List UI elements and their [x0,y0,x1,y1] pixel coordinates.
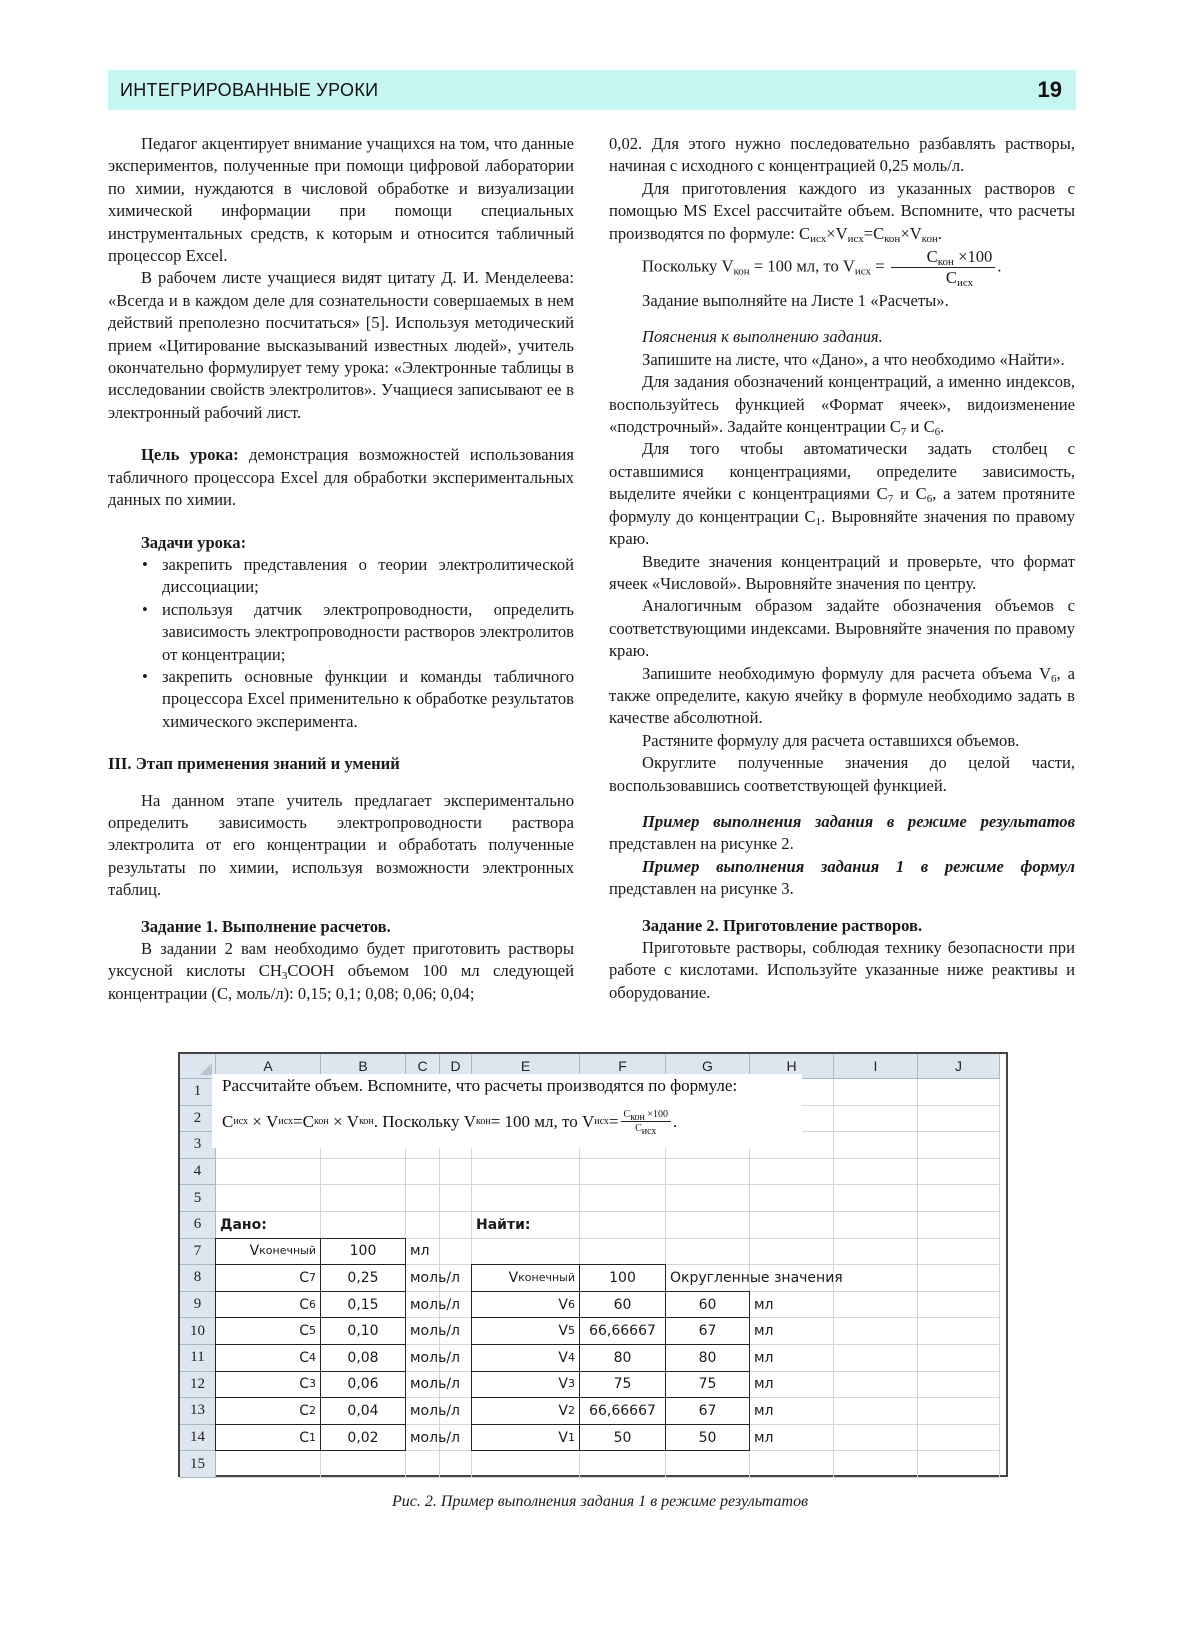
cell[interactable] [580,1159,666,1186]
cell[interactable]: 66,66667 [579,1397,666,1425]
cell[interactable]: мл [750,1372,834,1399]
cell[interactable] [440,1265,472,1292]
cell[interactable]: V 1 [471,1424,580,1452]
cell[interactable] [440,1345,472,1372]
cell[interactable]: моль/л [406,1345,440,1372]
cell[interactable] [918,1451,1000,1478]
cell[interactable] [750,1265,834,1292]
cell[interactable] [750,1159,834,1186]
cell[interactable] [834,1265,918,1292]
paragraph: Округлите полученные значения до целой части, воспользовавшись соответствующей функцией. [609,753,1075,795]
list-item: • используя датчик электропроводности, определить зависимость электропроводности растворов электролитов от концентрации; [162,599,574,666]
cell[interactable] [834,1345,918,1372]
cell[interactable]: 80 [665,1344,750,1372]
given-label[interactable]: Дано: [216,1212,321,1239]
page-header [108,70,1076,110]
right-column [609,133,1075,1004]
row-header[interactable]: 6 [180,1212,216,1239]
cell[interactable]: C 7 [215,1264,321,1292]
cell[interactable]: 66,66667 [579,1317,666,1345]
cell[interactable] [834,1425,918,1452]
paragraph: Для того чтобы автоматически задать столбец с оставшимися концентрациями, определите зависимость, выделите ячейки с концентрациями $C_7$ и $C_6$, а затем протяните формулу до концентрации $C_1$. Выровняйте значения по правому краю. [609,439,1075,549]
cell[interactable] [440,1318,472,1345]
cell[interactable]: C 2 [215,1397,321,1425]
cell[interactable] [918,1425,1000,1452]
list-item: • закрепить основные функции и команды табличного процессора Excel применительно к обработке результатов химического эксперимента. [162,666,574,733]
cell[interactable] [440,1292,472,1319]
cell[interactable]: 50 [665,1424,750,1452]
paragraph: Для приготовления каждого из указанных растворов с помощью MS Excel рассчитайте объем. Вспомните, что расчеты производятся по формуле: $C_{исх}\times V_{исх}=C_{кон}\times V_{кон}$. [609,178,1075,245]
cell[interactable]: V конечный [215,1238,321,1266]
cell[interactable] [918,1398,1000,1425]
cell[interactable] [666,1212,750,1239]
row-header[interactable]: 7 [180,1239,216,1266]
row-header[interactable]: 3 [180,1132,216,1159]
cell[interactable] [834,1159,918,1186]
cell[interactable]: C 1 [215,1424,321,1452]
cell[interactable]: 0,10 [320,1317,406,1345]
goal-label: Цель урока: [141,445,239,465]
cell[interactable]: 0,25 [320,1264,406,1292]
cell[interactable]: 75 [665,1371,750,1399]
cell[interactable] [580,1239,666,1266]
cell[interactable] [666,1185,750,1212]
formula: $C_{исх}\times V_{исх}=C_{кон}\times V_{кон}$. [799,223,943,245]
cell[interactable] [834,1212,918,1239]
cell[interactable]: мл [750,1425,834,1452]
cell[interactable]: Округленные значения [666,1265,750,1292]
cell[interactable] [406,1159,440,1186]
cell[interactable] [216,1159,321,1186]
find-label[interactable]: Найти: [472,1212,580,1239]
row-header[interactable]: 4 [180,1159,216,1186]
cell[interactable] [580,1451,666,1478]
cell[interactable] [834,1451,918,1478]
formula-banner [212,1074,802,1148]
cell[interactable] [750,1239,834,1266]
cell[interactable] [918,1132,1000,1159]
paragraph: Растяните формулу для расчета оставшихся объемов. [642,730,1020,750]
paragraph: На данном этапе учитель предлагает экспериментально определить зависимость электропроводности раствора электролита от его концентрации и обработать полученные результаты по химии, используя возможности электронных таблиц. [108,790,574,900]
cell[interactable]: V 5 [471,1317,580,1345]
cell[interactable] [580,1212,666,1239]
cell[interactable] [750,1451,834,1478]
cell[interactable] [834,1239,918,1266]
column-header[interactable]: F [580,1054,666,1079]
cell[interactable] [834,1106,918,1133]
column-header[interactable]: H [750,1054,834,1079]
cell[interactable] [440,1159,472,1186]
cell[interactable] [216,1451,321,1478]
row-header[interactable]: 15 [180,1451,216,1478]
cell[interactable] [834,1372,918,1399]
cell[interactable]: 67 [665,1397,750,1425]
select-all-corner[interactable] [180,1054,216,1079]
cell[interactable]: V 6 [471,1291,580,1319]
task1-heading: Задание 1. Выполнение расчетов. [141,916,391,936]
column-header[interactable]: B [321,1054,406,1079]
cell[interactable]: мл [750,1318,834,1345]
cell[interactable]: C 3 [215,1371,321,1399]
cell[interactable] [834,1318,918,1345]
formula-paragraph: Поскольку $V_{кон} = 100$ мл, то $V_{исх}$ = $\frac{C_{кон} \times 100}{C_{исх}}$ . [642,247,1002,290]
column-header[interactable]: J [918,1054,1000,1079]
cell[interactable]: 0,08 [320,1344,406,1372]
paragraph: Запишите необходимую формулу для расчета объема $V_6$, а также определите, какую ячейку в формуле необходимо задать в качестве абсолютной. [609,663,1075,728]
cell[interactable]: 0,15 [320,1291,406,1319]
paragraph: В рабочем листе учащиеся видят цитату Д. И. Менделеева: «Всегда и в каждом деле для сознательности совершаемых в нем действий преполезно посчитаться» [5]. Используя методический прием «Цитирование высказываний известных людей», учитель окончательно формулирует тему урока: «Электронные таблицы в исследовании свойств электролитов». Учащиеся записывают ее в электронный рабочий лист. [108,268,574,422]
cell[interactable]: моль/л [406,1372,440,1399]
row-header[interactable]: 12 [180,1372,216,1399]
cell[interactable] [918,1106,1000,1133]
cell[interactable]: 100 [579,1264,666,1292]
cell[interactable] [834,1132,918,1159]
cell[interactable]: моль/л [406,1398,440,1425]
lesson-goal [108,444,574,511]
paragraph: Пример выполнения задания 1 в режиме формул представлен на рисунке 3. [609,856,1075,899]
cell[interactable] [321,1185,406,1212]
cell[interactable] [918,1292,1000,1319]
cell[interactable]: V 2 [471,1397,580,1425]
column-header[interactable]: A [216,1054,321,1079]
cell[interactable] [918,1345,1000,1372]
cell[interactable]: мл [750,1398,834,1425]
cell[interactable] [406,1451,440,1478]
cell[interactable] [834,1185,918,1212]
cell[interactable] [321,1212,406,1239]
row-header[interactable]: 13 [180,1398,216,1425]
cell[interactable] [918,1212,1000,1239]
cell[interactable]: моль/л [406,1292,440,1319]
section-heading: III. Этап применения знаний и умений [108,754,400,774]
cell[interactable] [918,1185,1000,1212]
paragraph: Задание выполняйте на Листе 1 «Расчеты». [642,291,949,311]
paragraph: 0,02. Для этого нужно последовательно разбавлять растворы, начиная с исходного с концентрацией 0,25 моль/л. [609,134,1075,176]
row-header[interactable]: 10 [180,1318,216,1345]
task2-heading: Задание 2. Приготовление растворов. [642,915,923,935]
cell[interactable] [666,1159,750,1186]
cell[interactable] [440,1239,472,1266]
cell[interactable] [472,1159,580,1186]
paragraph: Приготовьте растворы, соблюдая технику безопасности при работе с кислотами. Используйте указанные ниже реактивы и оборудование. [609,938,1075,1002]
column-header[interactable]: C [406,1054,440,1079]
paragraph: Запишите на листе, что «Дано», а что необходимо «Найти». [642,349,1065,369]
paragraph: В задании 2 вам необходимо будет приготовить растворы уксусной кислоты $CH_3COOH$ объемом 100 мл следующей концентрации (C, моль/л): 0,15; 0,1; 0,08; 0,06; 0,04; [108,939,574,1003]
cell[interactable]: моль/л [406,1425,440,1452]
cell[interactable] [834,1079,918,1106]
cell[interactable] [440,1398,472,1425]
paragraph: Введите значения концентраций и проверьте, что формат ячеек «Числовой». Выровняйте значения по центру. [609,551,1075,593]
paragraph: Для задания обозначений концентраций, а именно индексов, воспользуйтесь функцией «Формат ячеек», видоизменение «подстрочный». Задайте концентрации $C_7$ и $C_6$. [609,372,1075,439]
cell[interactable] [918,1318,1000,1345]
running-title: ИНТЕГРИРОВАННЫЕ УРОКИ [120,79,379,100]
figure-caption: Рис. 2. Пример выполнения задания 1 в режиме результатов [391,1493,809,1510]
cell[interactable]: 67 [665,1317,750,1345]
cell[interactable]: 50 [579,1424,666,1452]
cell[interactable] [918,1265,1000,1292]
cell[interactable]: V 3 [471,1371,580,1399]
cell[interactable]: C 5 [215,1317,321,1345]
cell[interactable]: 0,04 [320,1397,406,1425]
cell[interactable] [440,1185,472,1212]
cell[interactable] [472,1239,580,1266]
cell[interactable] [834,1292,918,1319]
cell[interactable]: мл [750,1345,834,1372]
banner-line-1: Рассчитайте объем. Вспомните, что расчеты производятся по формуле: [222,1076,738,1095]
row-header[interactable]: 2 [180,1106,216,1133]
cell[interactable] [750,1185,834,1212]
banner-fraction: $\frac{C_{кон} \times 100}{C_{исх}}$ [621,1108,672,1135]
cell[interactable]: моль/л [406,1265,440,1292]
cell[interactable]: 60 [579,1291,666,1319]
cell[interactable]: V конечный [471,1264,580,1292]
tasks-heading: Задачи урока: [141,532,247,552]
cell[interactable] [666,1451,750,1478]
cell[interactable] [321,1159,406,1186]
paragraph: Пример выполнения задания в режиме результатов представлен на рисунке 2. [609,811,1075,854]
cell[interactable] [440,1451,472,1478]
cell[interactable]: 0,02 [320,1424,406,1452]
cell[interactable]: моль/л [406,1318,440,1345]
cell[interactable] [321,1451,406,1478]
paragraph: Аналогичным образом задайте обозначения объемов с соответствующими индексами. Выровняйте значения по правому краю. [609,596,1075,661]
page-number: 19 [1037,77,1062,102]
cell[interactable]: 75 [579,1371,666,1399]
column-header[interactable]: G [666,1054,750,1079]
goal-text: демонстрация возможностей использования табличного процессора Excel для обработки экспериментальных данных по химии. [108,445,574,510]
row-header[interactable]: 14 [180,1425,216,1452]
column-header[interactable]: E [472,1054,580,1079]
cell[interactable] [440,1372,472,1399]
banner-line-2: C исх × V исх = C кон × V кон . Поскольку V кон = 100 мл, то V исх = $\frac{C_{кон} \times 100}{C_{исх}}$ . [222,1109,678,1137]
cell[interactable]: C 6 [215,1291,321,1319]
cell[interactable] [472,1451,580,1478]
row-header[interactable]: 5 [180,1185,216,1212]
cell[interactable] [580,1185,666,1212]
cell[interactable] [918,1079,1000,1106]
cell[interactable] [216,1185,321,1212]
cell[interactable]: 80 [579,1344,666,1372]
row-header[interactable]: 9 [180,1292,216,1319]
list-item: • закрепить представления о теории электролитической диссоциации; [162,554,574,599]
cell[interactable] [440,1425,472,1452]
cell[interactable] [918,1239,1000,1266]
row-header[interactable]: 1 [180,1079,216,1106]
cell[interactable]: 60 [665,1291,750,1319]
column-header[interactable]: D [440,1054,472,1079]
tasks-list [108,554,574,733]
cell[interactable] [834,1398,918,1425]
cell[interactable] [750,1212,834,1239]
cell[interactable] [440,1212,472,1239]
left-column [108,133,574,1005]
cell[interactable]: мл [750,1292,834,1319]
row-header[interactable]: 11 [180,1345,216,1372]
cell[interactable]: V 4 [471,1344,580,1372]
explanation-heading: Пояснения к выполнению задания. [642,327,883,347]
paragraph: Педагог акцентирует внимание учащихся на том, что данные экспериментов, полученные при помощи цифровой лаборатории по химии, нуждаются в числовой обработке и визуализации химической информации при помощи специальных инструментальных средств, к которым и относится табличный процессор Excel. [108,134,574,266]
cell[interactable]: 100 [320,1238,406,1266]
cell[interactable]: мл [406,1239,440,1266]
cell[interactable] [918,1159,1000,1186]
row-header[interactable]: 8 [180,1265,216,1292]
cell[interactable]: 0,06 [320,1371,406,1399]
cell[interactable]: C 4 [215,1344,321,1372]
volume-fraction: $\frac{C_{кон} \times 100}{C_{исх}}$ [891,247,996,288]
cell[interactable] [918,1372,1000,1399]
cell[interactable] [406,1185,440,1212]
cell[interactable] [472,1185,580,1212]
column-header[interactable]: I [834,1054,918,1079]
cell[interactable] [406,1212,440,1239]
cell[interactable] [666,1239,750,1266]
